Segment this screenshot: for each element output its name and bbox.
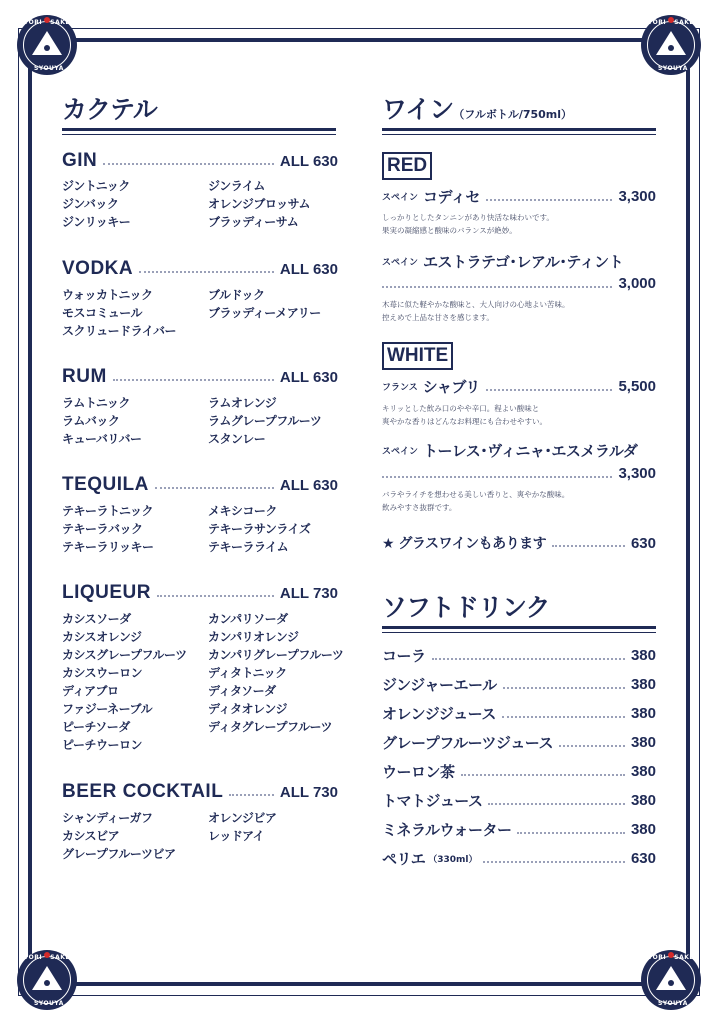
- category-name: VODKA: [62, 258, 134, 279]
- drink-price: 380: [630, 734, 656, 751]
- menu-item: ジンライム: [208, 179, 265, 193]
- menu-item: ピーチウーロン: [62, 738, 143, 752]
- leader-dots: [155, 487, 274, 489]
- leader-dots: [552, 545, 625, 547]
- wine-price-row: [382, 275, 656, 292]
- description-line: バラやライチを想わせる美しい香りと、爽やかな酸味。: [382, 490, 570, 499]
- wine-description: [382, 298, 570, 324]
- drink-price: 380: [630, 676, 656, 693]
- item-list-col2: [208, 286, 321, 322]
- leader-dots: [517, 832, 625, 834]
- menu-item: テキーラトニック: [62, 504, 154, 518]
- menu-item: カシスソーダ: [62, 612, 131, 626]
- wine-row: [382, 376, 656, 397]
- wine-name: コディセ: [423, 188, 480, 206]
- drink-price: 380: [630, 647, 656, 664]
- category-price: ALL 630: [279, 152, 338, 170]
- menu-item: ジンリッキー: [62, 215, 131, 229]
- category-name: RUM: [62, 366, 107, 387]
- wine-row: [382, 186, 656, 207]
- menu-item: スタンレー: [208, 432, 266, 446]
- category-price: ALL 630: [279, 260, 338, 278]
- drink-name: ウーロン茶: [382, 763, 455, 781]
- white-label: WHITE: [382, 342, 453, 370]
- item-list-col1: [62, 177, 130, 231]
- menu-item: テキーラライム: [208, 540, 289, 554]
- leader-dots: [103, 163, 274, 165]
- description-line: 爽やかな香りはどんなお料理にも合わせやすい。: [382, 417, 547, 426]
- menu-item: テキーラサンライズ: [208, 522, 311, 536]
- category-name: GIN: [62, 150, 98, 171]
- menu-item: ディタオレンジ: [208, 702, 287, 716]
- leader-dots: [229, 794, 274, 796]
- drink-name: ミネラルウォーター: [382, 821, 512, 839]
- menu-item: ディアブロ: [62, 684, 119, 698]
- item-list-col1: [62, 286, 176, 340]
- menu-item: オレンジブロッサム: [208, 197, 311, 211]
- drink-size: （330ml）: [428, 855, 478, 865]
- wine-price: 3,000: [618, 275, 656, 292]
- wine-description: [382, 402, 547, 428]
- drink-name: グレープフルーツジュース: [382, 734, 554, 752]
- soft-drink-title: ソフトドリンク: [382, 593, 550, 622]
- menu-item: ラムバック: [62, 414, 120, 428]
- menu-item: ジントニック: [62, 179, 130, 193]
- description-line: キリッとした飲み口のやや辛口。程よい酸味と: [382, 404, 540, 413]
- leader-dots: [486, 199, 613, 201]
- leader-dots: [382, 476, 612, 478]
- item-list-col2: [208, 177, 310, 231]
- menu-item: レッドアイ: [208, 829, 264, 843]
- drink-price: 630: [630, 850, 656, 867]
- soft-drink-row: [382, 761, 656, 782]
- soft-drink-row: [382, 732, 656, 753]
- category-header: [62, 582, 338, 604]
- item-list-col1: [62, 610, 187, 754]
- menu-item: ウォッカトニック: [62, 288, 153, 302]
- wine-title-text: ワイン: [382, 95, 454, 124]
- drink-name: オレンジジュース: [382, 705, 496, 723]
- soft-drink-row: [382, 790, 656, 811]
- leader-dots: [559, 745, 625, 747]
- category-price: ALL 730: [279, 584, 338, 602]
- wine-price: 3,300: [618, 188, 656, 205]
- item-list-col1: [62, 809, 175, 863]
- leader-dots: [139, 271, 274, 273]
- description-line: 飲みやすさ抜群です。: [382, 503, 457, 512]
- menu-item: ブラッディーサム: [208, 215, 299, 229]
- menu-item: ディタグレープフルーツ: [208, 720, 332, 734]
- category-header: [62, 474, 338, 496]
- cocktail-rule: [62, 128, 336, 135]
- leader-dots: [503, 687, 625, 689]
- glass-wine-price: 630: [630, 534, 656, 552]
- menu-item: テキーラリッキー: [62, 540, 154, 554]
- glass-wine-row: [382, 533, 656, 553]
- wine-name: エストラテゴ･レアル･ティント: [423, 253, 624, 271]
- category-header: [62, 258, 338, 280]
- item-list-col2: [208, 502, 310, 556]
- category-price: ALL 630: [279, 476, 338, 494]
- soft-drink-row: [382, 703, 656, 724]
- wine-name: トーレス･ヴィニャ･エスメラルダ: [423, 442, 638, 460]
- logo-badge: TORI SAKE SYOUYA: [641, 950, 701, 1010]
- leader-dots: [502, 716, 625, 718]
- menu-item: カンパリグレープフルーツ: [208, 648, 344, 662]
- menu-item: ラムオレンジ: [208, 396, 277, 410]
- menu-item: カシスグレープフルーツ: [62, 648, 187, 662]
- soft-drink-row: [382, 645, 656, 666]
- logo-badge: TORI SAKE SYOUYA: [17, 950, 77, 1010]
- menu-item: ジンバック: [62, 197, 119, 211]
- menu-item: スクリュードライバー: [62, 324, 177, 338]
- menu-item: ファジーネーブル: [62, 702, 153, 716]
- menu-item: カシスウーロン: [62, 666, 143, 680]
- menu-item: カシスビア: [62, 829, 120, 843]
- item-list-col1: [62, 502, 154, 556]
- wine-rule: [382, 128, 656, 135]
- logo-badge: TORI SAKE SYOUYA: [641, 15, 701, 75]
- drink-price: 380: [630, 705, 656, 722]
- menu-item: ラムグレープフルーツ: [208, 414, 322, 428]
- drink-name: ペリエ: [382, 850, 426, 868]
- wine-origin: フランス: [382, 383, 418, 393]
- category-name: BEER COCKTAIL: [62, 781, 224, 802]
- description-line: しっかりとしたタンニンがあり快活な味わいです。: [382, 213, 554, 222]
- soft-drink-row: [382, 819, 656, 840]
- menu-item: ピーチソーダ: [62, 720, 130, 734]
- leader-dots: [486, 389, 613, 391]
- drink-name: コーラ: [382, 647, 426, 665]
- red-label: RED: [382, 152, 432, 180]
- soft-drink-rule: [382, 626, 656, 633]
- menu-item: カンパリオレンジ: [208, 630, 299, 644]
- menu-item: ディタソーダ: [208, 684, 276, 698]
- item-list-col1: [62, 394, 142, 448]
- item-list-col2: [208, 394, 321, 448]
- item-list-col2: [208, 809, 276, 845]
- wine-row: [382, 440, 656, 461]
- menu-item: ブラッディーメアリー: [208, 306, 321, 320]
- wine-origin: スペイン: [382, 258, 419, 268]
- leader-dots: [157, 595, 274, 597]
- wine-name: シャブリ: [422, 378, 480, 396]
- description-line: 果実の凝縮感と酸味のバランスが絶妙。: [382, 226, 517, 235]
- wine-title: [382, 90, 572, 126]
- menu-item: カンパリソーダ: [208, 612, 288, 626]
- soft-drink-row: [382, 848, 656, 869]
- category-price: ALL 730: [279, 783, 338, 801]
- description-line: 控えめで上品な甘さを感じます。: [382, 313, 494, 322]
- category-header: [62, 366, 338, 388]
- category-name: TEQUILA: [62, 474, 149, 495]
- menu-item: ラムトニック: [62, 396, 130, 410]
- wine-row: [382, 251, 656, 272]
- menu-item: テキーラバック: [62, 522, 143, 536]
- leader-dots: [483, 861, 625, 863]
- wine-price-row: [382, 465, 656, 482]
- wine-origin: スペイン: [382, 447, 419, 457]
- wine-subtitle: （フルボトル/750ml）: [453, 108, 573, 121]
- wine-description: [382, 488, 569, 514]
- logo-badge: TORI SAKE SYOUYA: [17, 15, 77, 75]
- leader-dots: [461, 774, 625, 776]
- leader-dots: [382, 286, 612, 288]
- description-line: 木苺に似た軽やかな酸味と、大人向けの心地よい苦味。: [382, 300, 570, 309]
- leader-dots: [432, 658, 625, 660]
- leader-dots: [113, 379, 274, 381]
- category-header: [62, 781, 338, 803]
- menu-item: キューバリバー: [62, 432, 142, 446]
- menu-item: カシスオレンジ: [62, 630, 142, 644]
- menu-item: ディタトニック: [208, 666, 287, 680]
- cocktail-title: カクテル: [62, 95, 157, 124]
- category-name: LIQUEUR: [62, 582, 151, 603]
- item-list-col2: [208, 610, 343, 736]
- menu-item: メキシコーク: [208, 504, 277, 518]
- category-header: [62, 150, 338, 172]
- drink-price: 380: [630, 821, 656, 838]
- category-price: ALL 630: [279, 368, 338, 386]
- glass-wine-note: ★ グラスワインもあります: [382, 536, 547, 552]
- leader-dots: [488, 803, 625, 805]
- drink-name: ジンジャーエール: [382, 676, 497, 694]
- soft-drink-row: [382, 674, 656, 695]
- drink-price: 380: [630, 792, 656, 809]
- wine-price: 3,300: [618, 465, 656, 482]
- drink-price: 380: [630, 763, 656, 780]
- drink-name: トマトジュース: [382, 792, 483, 810]
- menu-item: シャンディーガフ: [62, 811, 153, 825]
- menu-item: グレープフルーツビア: [62, 847, 176, 861]
- wine-origin: スペイン: [382, 193, 419, 203]
- menu-item: モスコミュール: [62, 306, 143, 320]
- wine-description: [382, 211, 554, 237]
- wine-price: 5,500: [618, 378, 656, 395]
- menu-item: オレンジビア: [208, 811, 277, 825]
- menu-item: ブルドック: [208, 288, 265, 302]
